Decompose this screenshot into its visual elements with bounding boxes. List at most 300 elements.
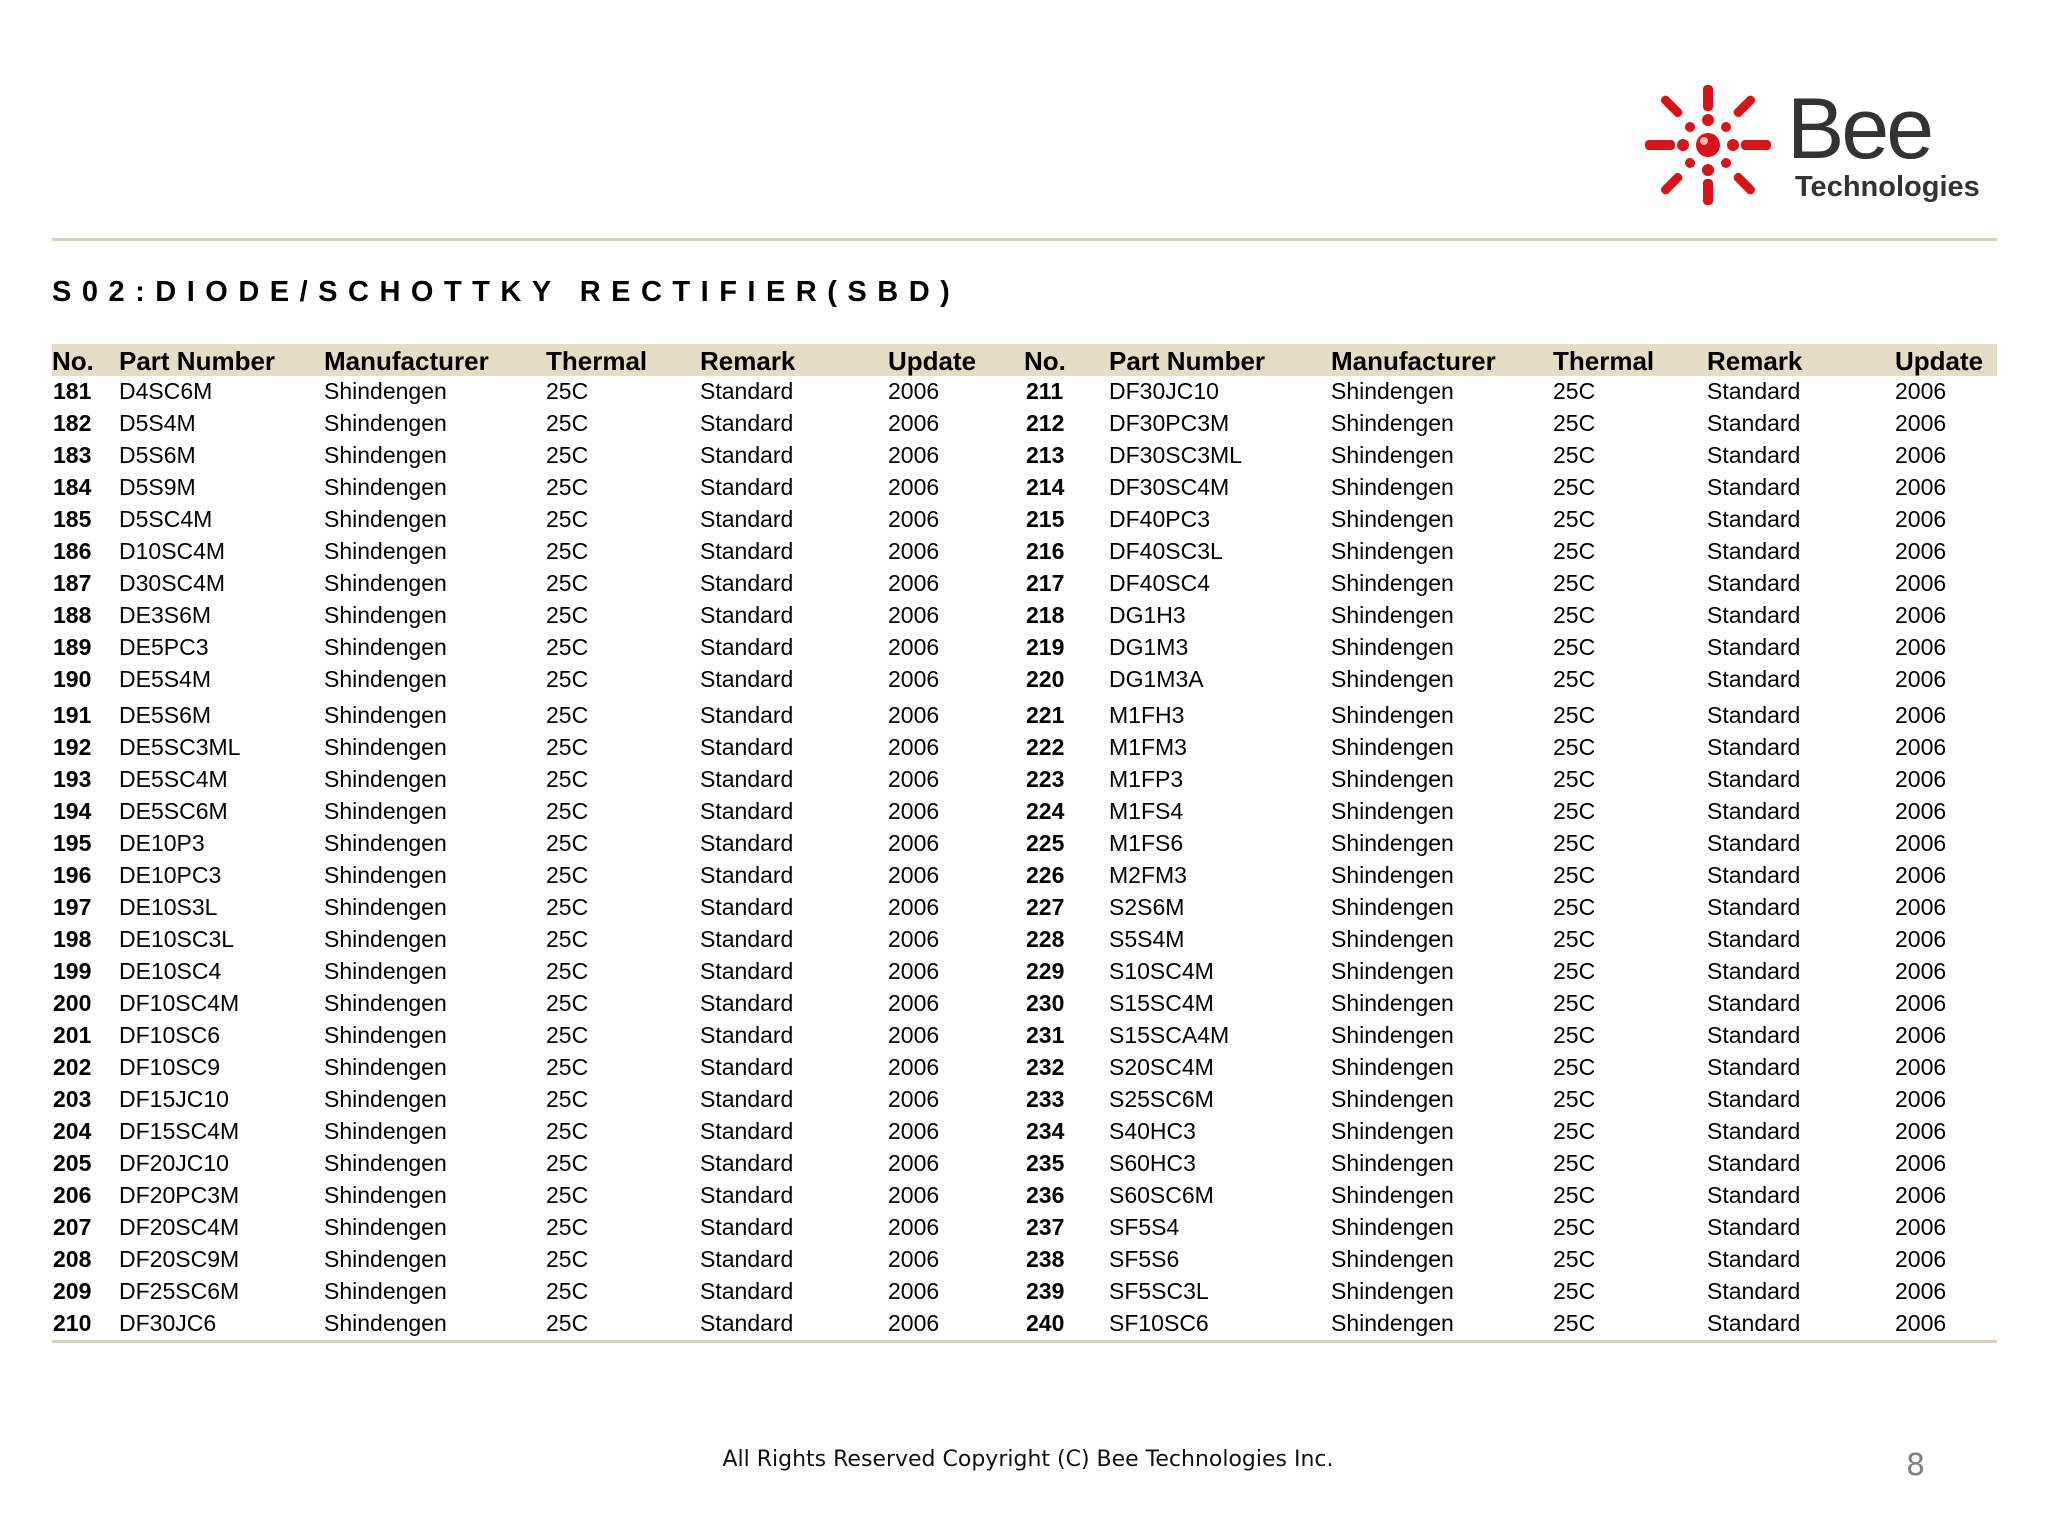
col-part-number: Part Number xyxy=(1109,346,1266,376)
cell-update: 2006 xyxy=(1895,410,1947,436)
cell-update: 2006 xyxy=(1895,570,1947,596)
cell-manufacturer: Shindengen xyxy=(324,734,447,760)
cell-manufacturer: Shindengen xyxy=(324,798,447,824)
cell-part-number: DF30SC3ML xyxy=(1109,442,1242,468)
cell-no: 237 xyxy=(1026,1214,1065,1240)
cell-manufacturer: Shindengen xyxy=(324,990,447,1016)
table-bottom-rule xyxy=(52,1340,1997,1343)
cell-manufacturer: Shindengen xyxy=(1331,666,1454,692)
cell-part-number: DF10SC6 xyxy=(119,1022,220,1048)
cell-manufacturer: Shindengen xyxy=(324,602,447,628)
cell-manufacturer: Shindengen xyxy=(1331,1086,1454,1112)
table-row xyxy=(52,988,1997,1020)
cell-thermal: 25C xyxy=(546,1150,589,1176)
cell-remark: Standard xyxy=(1707,506,1801,532)
col-thermal: Thermal xyxy=(546,346,648,376)
page-title: S02:DIODE/SCHOTTKY RECTIFIER(SBD) xyxy=(52,276,961,308)
cell-part-number: S60HC3 xyxy=(1109,1150,1196,1176)
cell-manufacturer: Shindengen xyxy=(1331,474,1454,500)
cell-part-number: DE5S4M xyxy=(119,666,212,692)
cell-no: 184 xyxy=(53,474,92,500)
cell-update: 2006 xyxy=(888,442,940,468)
cell-no: 186 xyxy=(53,538,92,564)
cell-remark: Standard xyxy=(700,442,794,468)
cell-part-number: DF10SC9 xyxy=(119,1054,220,1080)
cell-manufacturer: Shindengen xyxy=(1331,1054,1454,1080)
cell-no: 216 xyxy=(1026,538,1065,564)
table-row xyxy=(52,408,1997,440)
cell-part-number: DF40SC3L xyxy=(1109,538,1223,564)
cell-remark: Standard xyxy=(1707,990,1801,1016)
cell-part-number: S15SC4M xyxy=(1109,990,1214,1016)
cell-remark: Standard xyxy=(700,702,794,728)
cell-part-number: S15SCA4M xyxy=(1109,1022,1230,1048)
cell-update: 2006 xyxy=(1895,1278,1947,1304)
cell-part-number: SF10SC6 xyxy=(1109,1310,1209,1336)
cell-remark: Standard xyxy=(1707,1310,1801,1336)
cell-manufacturer: Shindengen xyxy=(1331,410,1454,436)
cell-manufacturer: Shindengen xyxy=(324,894,447,920)
cell-update: 2006 xyxy=(1895,1246,1947,1272)
cell-update: 2006 xyxy=(1895,602,1947,628)
cell-update: 2006 xyxy=(888,1054,940,1080)
cell-no: 223 xyxy=(1026,766,1065,792)
cell-part-number: DE5SC3ML xyxy=(119,734,241,760)
cell-part-number: DF20SC9M xyxy=(119,1246,240,1272)
cell-remark: Standard xyxy=(700,1022,794,1048)
cell-no: 207 xyxy=(53,1214,92,1240)
cell-remark: Standard xyxy=(700,1086,794,1112)
cell-remark: Standard xyxy=(700,1150,794,1176)
parts-table xyxy=(52,344,1997,1343)
cell-manufacturer: Shindengen xyxy=(324,1086,447,1112)
cell-part-number: DG1M3 xyxy=(1109,634,1189,660)
table-row xyxy=(52,700,1997,732)
cell-update: 2006 xyxy=(888,1310,940,1336)
cell-manufacturer: Shindengen xyxy=(1331,862,1454,888)
cell-part-number: DE5PC3 xyxy=(119,634,209,660)
cell-manufacturer: Shindengen xyxy=(324,1118,447,1144)
cell-part-number: S60SC6M xyxy=(1109,1182,1214,1208)
cell-manufacturer: Shindengen xyxy=(324,830,447,856)
cell-update: 2006 xyxy=(888,798,940,824)
cell-update: 2006 xyxy=(888,538,940,564)
cell-remark: Standard xyxy=(1707,766,1801,792)
cell-no: 194 xyxy=(53,798,92,824)
cell-manufacturer: Shindengen xyxy=(324,1278,447,1304)
cell-update: 2006 xyxy=(888,734,940,760)
cell-no: 189 xyxy=(53,634,92,660)
col-update: Update xyxy=(888,346,977,376)
cell-thermal: 25C xyxy=(546,862,589,888)
cell-manufacturer: Shindengen xyxy=(1331,1246,1454,1272)
cell-no: 212 xyxy=(1026,410,1065,436)
cell-part-number: DF30PC3M xyxy=(1109,410,1230,436)
cell-remark: Standard xyxy=(1707,1118,1801,1144)
cell-update: 2006 xyxy=(888,894,940,920)
cell-update: 2006 xyxy=(888,862,940,888)
cell-manufacturer: Shindengen xyxy=(324,702,447,728)
cell-remark: Standard xyxy=(700,1278,794,1304)
cell-update: 2006 xyxy=(1895,798,1947,824)
cell-no: 222 xyxy=(1026,734,1065,760)
cell-update: 2006 xyxy=(1895,474,1947,500)
cell-no: 183 xyxy=(53,442,92,468)
cell-update: 2006 xyxy=(1895,894,1947,920)
cell-update: 2006 xyxy=(1895,1182,1947,1208)
cell-manufacturer: Shindengen xyxy=(1331,702,1454,728)
cell-update: 2006 xyxy=(1895,830,1947,856)
cell-manufacturer: Shindengen xyxy=(1331,634,1454,660)
cell-update: 2006 xyxy=(888,602,940,628)
cell-thermal: 25C xyxy=(1553,862,1596,888)
cell-manufacturer: Shindengen xyxy=(324,634,447,660)
brand-tagline: Technologies xyxy=(1795,171,1980,203)
table-row xyxy=(52,504,1997,536)
cell-manufacturer: Shindengen xyxy=(1331,798,1454,824)
cell-part-number: S5S4M xyxy=(1109,926,1185,952)
starburst-icon xyxy=(1645,85,1771,205)
cell-no: 200 xyxy=(53,990,92,1016)
cell-update: 2006 xyxy=(1895,1054,1947,1080)
cell-thermal: 25C xyxy=(546,926,589,952)
cell-thermal: 25C xyxy=(1553,798,1596,824)
cell-remark: Standard xyxy=(700,926,794,952)
cell-no: 230 xyxy=(1026,990,1065,1016)
cell-manufacturer: Shindengen xyxy=(324,1182,447,1208)
cell-part-number: DF25SC6M xyxy=(119,1278,240,1304)
cell-thermal: 25C xyxy=(1553,830,1596,856)
table-row xyxy=(52,892,1997,924)
cell-manufacturer: Shindengen xyxy=(324,1214,447,1240)
table-row xyxy=(52,568,1997,600)
cell-thermal: 25C xyxy=(546,1310,589,1336)
cell-part-number: D5S6M xyxy=(119,442,196,468)
cell-manufacturer: Shindengen xyxy=(1331,766,1454,792)
cell-thermal: 25C xyxy=(1553,602,1596,628)
cell-part-number: DF20SC4M xyxy=(119,1214,240,1240)
cell-remark: Standard xyxy=(700,1246,794,1272)
cell-thermal: 25C xyxy=(546,1086,589,1112)
cell-remark: Standard xyxy=(700,1118,794,1144)
cell-thermal: 25C xyxy=(546,1054,589,1080)
cell-no: 219 xyxy=(1026,634,1065,660)
cell-update: 2006 xyxy=(1895,1310,1947,1336)
cell-update: 2006 xyxy=(1895,378,1947,404)
cell-thermal: 25C xyxy=(1553,666,1596,692)
cell-update: 2006 xyxy=(1895,958,1947,984)
cell-update: 2006 xyxy=(888,702,940,728)
col-manufacturer: Manufacturer xyxy=(1331,346,1496,376)
cell-remark: Standard xyxy=(700,634,794,660)
bee-logo-graphic xyxy=(1645,80,1995,210)
cell-part-number: DF15JC10 xyxy=(119,1086,229,1112)
col-no: No. xyxy=(52,346,94,376)
cell-part-number: M1FM3 xyxy=(1109,734,1187,760)
cell-no: 227 xyxy=(1026,894,1065,920)
cell-remark: Standard xyxy=(1707,958,1801,984)
cell-thermal: 25C xyxy=(1553,1278,1596,1304)
cell-no: 233 xyxy=(1026,1086,1065,1112)
cell-manufacturer: Shindengen xyxy=(324,570,447,596)
cell-remark: Standard xyxy=(700,1310,794,1336)
cell-thermal: 25C xyxy=(1553,634,1596,660)
table-header xyxy=(52,344,1997,376)
table-row xyxy=(52,796,1997,828)
cell-part-number: DE10SC3L xyxy=(119,926,235,952)
cell-no: 235 xyxy=(1026,1150,1065,1176)
cell-part-number: DE10P3 xyxy=(119,830,205,856)
cell-no: 238 xyxy=(1026,1246,1065,1272)
cell-manufacturer: Shindengen xyxy=(1331,570,1454,596)
cell-part-number: SF5S6 xyxy=(1109,1246,1180,1272)
cell-update: 2006 xyxy=(1895,1086,1947,1112)
cell-update: 2006 xyxy=(1895,506,1947,532)
col-remark: Remark xyxy=(700,346,796,376)
cell-remark: Standard xyxy=(700,538,794,564)
cell-manufacturer: Shindengen xyxy=(1331,1118,1454,1144)
cell-update: 2006 xyxy=(888,474,940,500)
cell-no: 196 xyxy=(53,862,92,888)
cell-thermal: 25C xyxy=(546,378,589,404)
cell-thermal: 25C xyxy=(546,1246,589,1272)
cell-manufacturer: Shindengen xyxy=(324,766,447,792)
cell-remark: Standard xyxy=(1707,1150,1801,1176)
col-remark: Remark xyxy=(1707,346,1803,376)
cell-manufacturer: Shindengen xyxy=(324,1246,447,1272)
cell-thermal: 25C xyxy=(1553,958,1596,984)
cell-update: 2006 xyxy=(888,378,940,404)
cell-no: 185 xyxy=(53,506,92,532)
cell-part-number: D5SC4M xyxy=(119,506,213,532)
cell-update: 2006 xyxy=(888,1182,940,1208)
cell-remark: Standard xyxy=(1707,442,1801,468)
cell-thermal: 25C xyxy=(546,1214,589,1240)
cell-remark: Standard xyxy=(1707,734,1801,760)
cell-thermal: 25C xyxy=(546,570,589,596)
table-row xyxy=(52,1148,1997,1180)
cell-remark: Standard xyxy=(700,958,794,984)
cell-update: 2006 xyxy=(888,506,940,532)
cell-remark: Standard xyxy=(700,1182,794,1208)
cell-thermal: 25C xyxy=(1553,474,1596,500)
cell-thermal: 25C xyxy=(1553,1054,1596,1080)
cell-update: 2006 xyxy=(1895,1022,1947,1048)
cell-thermal: 25C xyxy=(1553,538,1596,564)
cell-thermal: 25C xyxy=(1553,378,1596,404)
cell-no: 201 xyxy=(53,1022,92,1048)
cell-part-number: DF20PC3M xyxy=(119,1182,240,1208)
cell-thermal: 25C xyxy=(1553,442,1596,468)
cell-manufacturer: Shindengen xyxy=(324,666,447,692)
table-row xyxy=(52,1084,1997,1116)
cell-thermal: 25C xyxy=(1553,734,1596,760)
cell-no: 234 xyxy=(1026,1118,1065,1144)
table-row xyxy=(52,472,1997,504)
cell-thermal: 25C xyxy=(1553,1150,1596,1176)
cell-remark: Standard xyxy=(700,894,794,920)
cell-no: 210 xyxy=(53,1310,92,1336)
cell-thermal: 25C xyxy=(546,1118,589,1144)
cell-thermal: 25C xyxy=(546,734,589,760)
cell-update: 2006 xyxy=(1895,666,1947,692)
bee-technologies-logo xyxy=(1645,80,1995,210)
cell-update: 2006 xyxy=(888,1214,940,1240)
cell-remark: Standard xyxy=(1707,1022,1801,1048)
cell-part-number: D30SC4M xyxy=(119,570,226,596)
cell-no: 203 xyxy=(53,1086,92,1112)
cell-part-number: DF40SC4 xyxy=(1109,570,1210,596)
cell-remark: Standard xyxy=(1707,1054,1801,1080)
cell-part-number: DG1M3A xyxy=(1109,666,1204,692)
cell-remark: Standard xyxy=(1707,1182,1801,1208)
cell-manufacturer: Shindengen xyxy=(1331,1310,1454,1336)
cell-update: 2006 xyxy=(1895,990,1947,1016)
cell-manufacturer: Shindengen xyxy=(324,378,447,404)
cell-update: 2006 xyxy=(888,1022,940,1048)
table-row xyxy=(52,732,1997,764)
cell-remark: Standard xyxy=(1707,1086,1801,1112)
cell-remark: Standard xyxy=(1707,830,1801,856)
cell-manufacturer: Shindengen xyxy=(1331,734,1454,760)
cell-no: 239 xyxy=(1026,1278,1065,1304)
cell-part-number: M1FP3 xyxy=(1109,766,1184,792)
cell-part-number: D5S9M xyxy=(119,474,196,500)
cell-thermal: 25C xyxy=(1553,894,1596,920)
cell-update: 2006 xyxy=(888,570,940,596)
cell-update: 2006 xyxy=(888,926,940,952)
cell-no: 191 xyxy=(53,702,92,728)
cell-update: 2006 xyxy=(888,1278,940,1304)
table-row xyxy=(52,1276,1997,1308)
cell-part-number: D10SC4M xyxy=(119,538,226,564)
cell-no: 225 xyxy=(1026,830,1065,856)
table-row xyxy=(52,440,1997,472)
cell-remark: Standard xyxy=(1707,378,1801,404)
cell-remark: Standard xyxy=(1707,538,1801,564)
cell-update: 2006 xyxy=(888,1118,940,1144)
cell-manufacturer: Shindengen xyxy=(324,958,447,984)
cell-update: 2006 xyxy=(1895,634,1947,660)
cell-remark: Standard xyxy=(1707,666,1801,692)
cell-manufacturer: Shindengen xyxy=(1331,990,1454,1016)
cell-part-number: DG1H3 xyxy=(1109,602,1186,628)
cell-part-number: DF30JC6 xyxy=(119,1310,217,1336)
cell-part-number: DF30SC4M xyxy=(1109,474,1230,500)
cell-no: 220 xyxy=(1026,666,1065,692)
cell-update: 2006 xyxy=(888,634,940,660)
cell-thermal: 25C xyxy=(546,442,589,468)
cell-no: 208 xyxy=(53,1246,92,1272)
cell-part-number: DE10SC4 xyxy=(119,958,222,984)
cell-manufacturer: Shindengen xyxy=(1331,1022,1454,1048)
table-row xyxy=(52,924,1997,956)
cell-manufacturer: Shindengen xyxy=(1331,1150,1454,1176)
cell-thermal: 25C xyxy=(546,410,589,436)
cell-update: 2006 xyxy=(888,1246,940,1272)
cell-part-number: DF20JC10 xyxy=(119,1150,229,1176)
table-row xyxy=(52,1308,1997,1340)
cell-no: 205 xyxy=(53,1150,92,1176)
cell-thermal: 25C xyxy=(546,702,589,728)
cell-no: 188 xyxy=(53,602,92,628)
col-part-number: Part Number xyxy=(119,346,276,376)
cell-part-number: S2S6M xyxy=(1109,894,1185,920)
cell-update: 2006 xyxy=(888,830,940,856)
copyright-footer: All Rights Reserved Copyright (C) Bee Technologies Inc. xyxy=(722,1447,1334,1472)
cell-no: 229 xyxy=(1026,958,1065,984)
cell-part-number: M2FM3 xyxy=(1109,862,1187,888)
cell-part-number: S20SC4M xyxy=(1109,1054,1214,1080)
cell-no: 187 xyxy=(53,570,92,596)
cell-thermal: 25C xyxy=(546,1022,589,1048)
cell-thermal: 25C xyxy=(546,602,589,628)
cell-no: 182 xyxy=(53,410,92,436)
table-row xyxy=(52,536,1997,568)
cell-no: 190 xyxy=(53,666,92,692)
cell-update: 2006 xyxy=(888,990,940,1016)
cell-no: 209 xyxy=(53,1278,92,1304)
cell-manufacturer: Shindengen xyxy=(1331,830,1454,856)
cell-update: 2006 xyxy=(1895,862,1947,888)
cell-remark: Standard xyxy=(700,410,794,436)
cell-part-number: SF5S4 xyxy=(1109,1214,1180,1240)
cell-remark: Standard xyxy=(1707,798,1801,824)
cell-manufacturer: Shindengen xyxy=(1331,506,1454,532)
cell-remark: Standard xyxy=(700,666,794,692)
cell-thermal: 25C xyxy=(546,666,589,692)
cell-update: 2006 xyxy=(1895,702,1947,728)
cell-thermal: 25C xyxy=(546,958,589,984)
cell-manufacturer: Shindengen xyxy=(1331,538,1454,564)
cell-manufacturer: Shindengen xyxy=(324,1022,447,1048)
cell-no: 198 xyxy=(53,926,92,952)
table-row xyxy=(52,956,1997,988)
cell-manufacturer: Shindengen xyxy=(324,474,447,500)
cell-remark: Standard xyxy=(700,990,794,1016)
cell-part-number: DE5S6M xyxy=(119,702,212,728)
cell-part-number: M1FS6 xyxy=(1109,830,1184,856)
cell-part-number: DF40PC3 xyxy=(1109,506,1210,532)
cell-manufacturer: Shindengen xyxy=(1331,1278,1454,1304)
cell-manufacturer: Shindengen xyxy=(1331,926,1454,952)
cell-remark: Standard xyxy=(1707,862,1801,888)
cell-no: 211 xyxy=(1026,378,1064,404)
table-body xyxy=(52,376,1997,1340)
cell-remark: Standard xyxy=(1707,926,1801,952)
cell-remark: Standard xyxy=(700,734,794,760)
cell-part-number: DE10S3L xyxy=(119,894,218,920)
cell-thermal: 25C xyxy=(546,1182,589,1208)
cell-no: 214 xyxy=(1026,474,1065,500)
cell-remark: Standard xyxy=(700,1214,794,1240)
cell-no: 218 xyxy=(1026,602,1065,628)
cell-remark: Standard xyxy=(1707,634,1801,660)
cell-no: 199 xyxy=(53,958,92,984)
cell-no: 236 xyxy=(1026,1182,1065,1208)
cell-remark: Standard xyxy=(1707,602,1801,628)
cell-manufacturer: Shindengen xyxy=(324,538,447,564)
cell-thermal: 25C xyxy=(1553,1022,1596,1048)
cell-update: 2006 xyxy=(1895,1118,1947,1144)
cell-thermal: 25C xyxy=(1553,1310,1596,1336)
cell-part-number: M1FS4 xyxy=(1109,798,1184,824)
cell-part-number: SF5SC3L xyxy=(1109,1278,1209,1304)
cell-no: 202 xyxy=(53,1054,92,1080)
col-no: No. xyxy=(1024,346,1066,376)
cell-no: 240 xyxy=(1026,1310,1065,1336)
cell-update: 2006 xyxy=(888,666,940,692)
